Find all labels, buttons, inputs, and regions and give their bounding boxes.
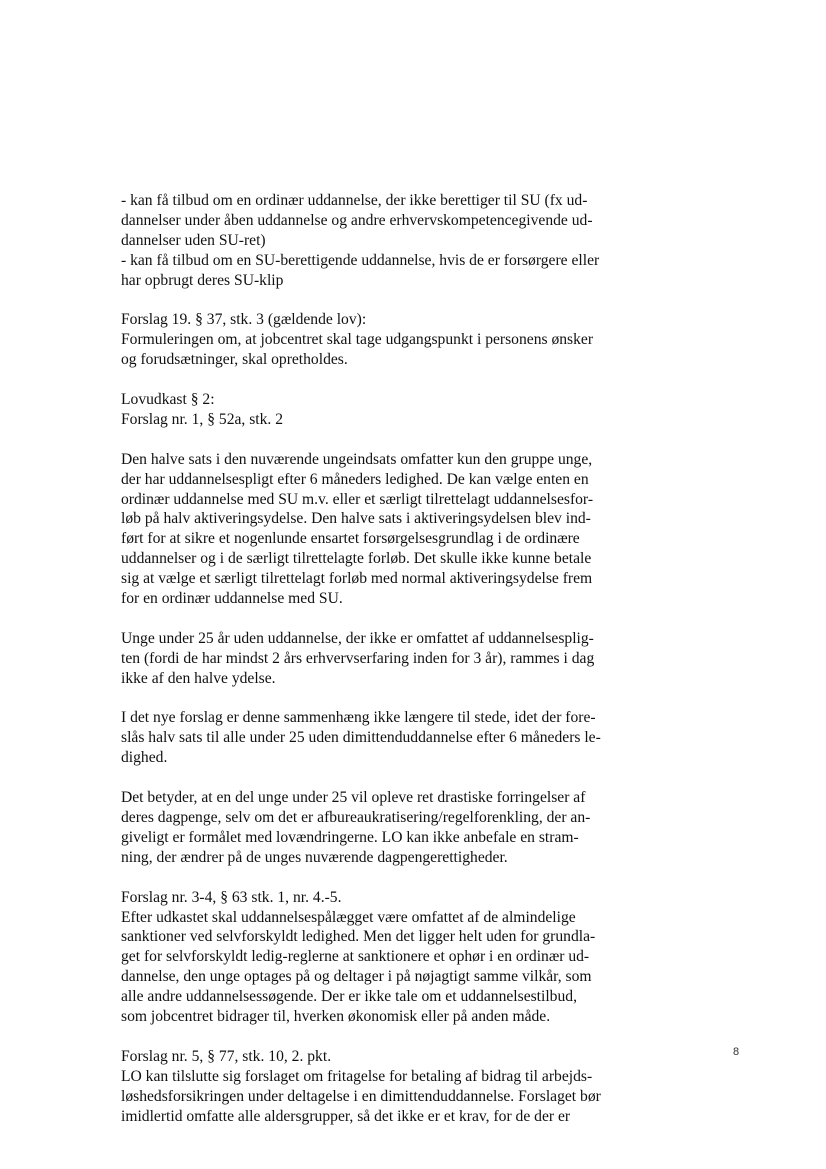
paragraph-young-under-25 [121, 629, 616, 689]
text-line: ordinær uddannelse med SU m.v. eller et særligt tilrettelagt uddannelsesfor- [121, 490, 594, 508]
text-line: ikke af den halve ydelse. [121, 669, 276, 687]
text-line: ning, der ændrer på de unges nuværende dagpengerettigheder. [121, 848, 508, 866]
text-line: sanktioner ved selvforskyldt ledighed. Men det ligger helt uden for grundla- [121, 928, 596, 946]
text-line: alle andre uddannelsessøgende. Der er ikke tale om et uddannelsestilbud, [121, 988, 577, 1006]
text-line: ten (fordi de har mindst 2 års erhvervserfaring inden for 3 år), rammes i dag [121, 649, 595, 667]
text-line: imidlertid omfatte alle aldersgrupper, så det ikke er et krav, for de der er [121, 1107, 571, 1125]
text-line: Formuleringen om, at jobcentret skal tage udgangspunkt i personens ønsker [121, 331, 594, 349]
text-line: dannelser under åben uddannelse og andre erhvervskompetencegivende ud- [121, 211, 593, 229]
text-line: dannelser uden SU-ret) [121, 231, 266, 249]
section-subheading: Forslag nr. 1, § 52a, stk. 2 [121, 410, 283, 428]
text-line: dannelse, den unge optages på og deltager i på nøjagtigt samme vilkår, som [121, 968, 592, 986]
text-line: - kan få tilbud om en ordinær uddannelse, der ikke berettiger til SU (fx ud- [121, 192, 588, 209]
text-line: Efter udkastet skal uddannelsespålægget være omfattet af de almindelige [121, 908, 576, 926]
text-line: LO kan tilslutte sig forslaget om fritagelse for betaling af bidrag til arbejds- [121, 1067, 593, 1085]
section-heading: Forslag nr. 5, § 77, stk. 10, 2. pkt. [121, 1047, 332, 1065]
text-line: der har uddannelsespligt efter 6 måneders ledighed. De kan vælge enten en [121, 470, 589, 488]
text-line: slås halv sats til alle under 25 uden dimittenduddannelse efter 6 måneders le- [121, 729, 601, 747]
document-body [121, 191, 616, 1146]
text-line: uddannelser og i de særligt tilrettelagte forløb. Det skulle ikke kunne betale [121, 550, 592, 568]
section-heading: Lovudkast § 2: [121, 391, 215, 409]
text-line: har opbrugt deres SU-klip [121, 271, 284, 289]
text-line: I det nye forslag er denne sammenhæng ikke længere til stede, idet der fore- [121, 709, 596, 727]
text-line: ført for at sikre et nogenlunde ensartet forsørgelsesgrundlag i de ordinære [121, 530, 580, 548]
paragraph-lovudkast-2 [121, 390, 616, 430]
text-line: Det betyder, at en del unge under 25 vil opleve ret drastiske forringelser af [121, 789, 586, 807]
paragraph-consequences [121, 788, 616, 868]
paragraph-forslag-3-4 [121, 888, 616, 1027]
text-line: løshedsforsikringen under deltagelse i en dimittenduddannelse. Forslaget bør [121, 1087, 601, 1105]
text-line: sig at vælge et særligt tilrettelagt forløb med normal aktiveringsydelse frem [121, 570, 593, 588]
page-number: 8 [733, 1046, 740, 1058]
text-line: dighed. [121, 749, 168, 767]
text-line: og forudsætninger, skal opretholdes. [121, 351, 348, 369]
paragraph-education-offers [121, 191, 616, 291]
text-line: get for selvforskyldt ledig-reglerne at sanktionere et ophør i en ordinær ud- [121, 948, 590, 966]
text-line: deres dagpenge, selv om det er afbureaukratisering/regelforenkling, der an- [121, 809, 591, 826]
paragraph-new-proposal [121, 708, 616, 768]
section-heading: Forslag 19. § 37, stk. 3 (gældende lov): [121, 311, 367, 329]
text-line: - kan få tilbud om en SU-berettigende uddannelse, hvis de er forsørgere eller [121, 251, 600, 269]
text-line: Den halve sats i den nuværende ungeindsats omfatter kun den gruppe unge, [121, 450, 593, 468]
text-line: giveligt er formålet med lovændringerne. LO kan ikke anbefale en stram- [121, 828, 579, 846]
paragraph-half-rate [121, 450, 616, 609]
text-line: som jobcentret bidrager til, hverken økonomisk eller på anden måde. [121, 1008, 551, 1026]
text-line: løb på halv aktiveringsydelse. Den halve sats i aktiveringsydelsen blev ind- [121, 510, 591, 528]
paragraph-forslag-19 [121, 310, 616, 370]
text-line: Unge under 25 år uden uddannelse, der ikke er omfattet af uddannelsesplig- [121, 629, 594, 647]
section-heading: Forslag nr. 3-4, § 63 stk. 1, nr. 4.-5. [121, 888, 342, 906]
text-line: for en ordinær uddannelse med SU. [121, 590, 343, 608]
paragraph-forslag-5 [121, 1047, 616, 1127]
